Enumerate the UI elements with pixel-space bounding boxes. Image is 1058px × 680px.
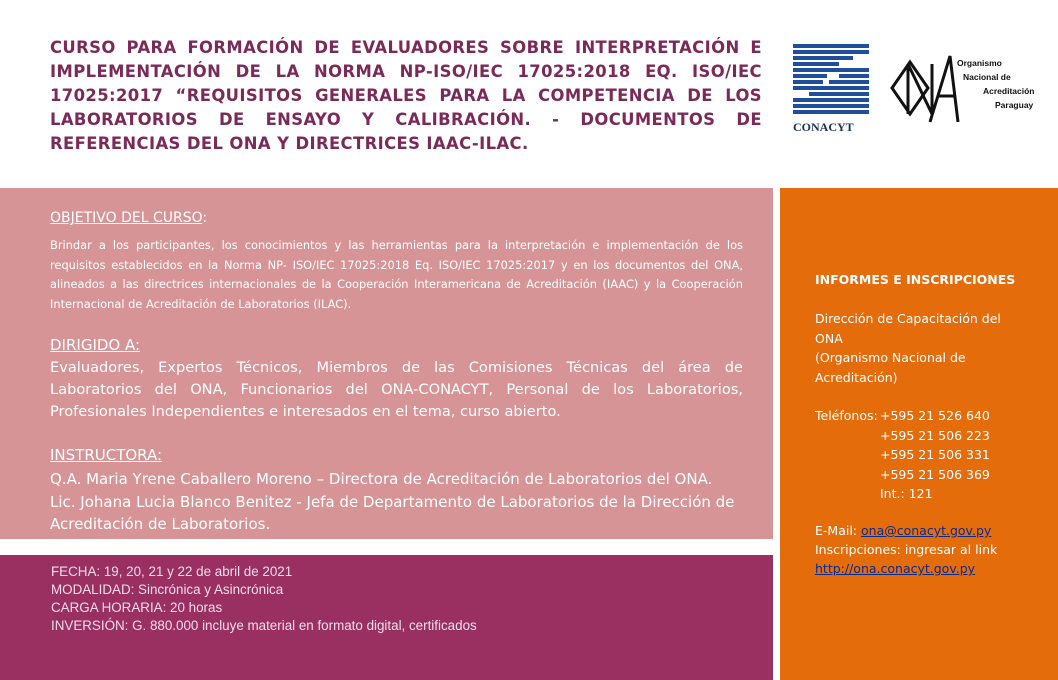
instructors-heading: INSTRUCTORA: — [50, 446, 163, 464]
department-line-3: (Organismo Nacional de — [815, 350, 966, 365]
course-mode: MODALIDAD: Sincrónica y Asincrónica — [51, 582, 284, 597]
course-details — [51, 563, 477, 635]
objective-heading-colon: : — [202, 210, 208, 226]
signup-text: Inscripciones: ingresar al link — [815, 542, 998, 557]
objective-heading — [50, 210, 207, 226]
course-hours: CARGA HORARIA: 20 horas — [51, 600, 223, 615]
audience-heading: DIRIGIDO A: — [50, 336, 141, 354]
contact-heading: INFORMES E INSCRIPCIONES — [815, 272, 1016, 287]
email-row — [815, 521, 991, 541]
instructors-list — [50, 468, 743, 536]
phone-4[interactable]: +595 21 506 369 — [880, 466, 990, 482]
signup-link[interactable]: http://ona.conacyt.gov.py — [815, 561, 976, 576]
phone-2[interactable]: +595 21 506 223 — [880, 427, 990, 443]
email-link[interactable]: ona@conacyt.gov.py — [861, 523, 992, 538]
instructor-2: Lic. Johana Lucia Blanco Benitez - Jefa de Departamento de Laboratorios de la Dirección de Acreditación de Laboratorios. — [50, 492, 735, 533]
course-price: INVERSIÓN: G. 880.000 incluye material en formato digital, certificados — [51, 618, 477, 633]
ona-line-1: Organismo — [957, 58, 1002, 68]
audience-text: Evaluadores, Expertos Técnicos, Miembros de las Comisiones Técnicas del área de Laboratorios del ONA, Funcionarios del ONA-CONACYT, Personal de los Laboratorios, Profesionales Independientes e interesados en el tema, curso abierto. — [50, 359, 743, 420]
phone-1[interactable]: +595 21 526 640 — [880, 408, 990, 423]
email-label: E-Mail: — [815, 523, 858, 538]
instructor-1: Q.A. Maria Yrene Caballero Moreno – Directora de Acreditación de Laboratorios del ONA. — [50, 470, 713, 488]
signup-row — [815, 559, 975, 579]
phones-label: Teléfonos: — [815, 408, 878, 423]
ona-logo-text — [957, 56, 1035, 112]
phone-3[interactable]: +595 21 506 331 — [880, 447, 990, 462]
phone-extension: Int.: 121 — [880, 486, 933, 501]
department-line-1: Dirección de Capacitación del — [815, 311, 1001, 326]
ona-line-2: Nacional de — [963, 72, 1011, 82]
department-line-4: Acreditación) — [815, 369, 898, 385]
ona-line-3: Acreditación — [983, 86, 1035, 96]
objective-text: Brindar a los participantes, los conocimientos y las herramientas para la interpretación e implementación de los requisitos establecidos en la Norma NP- ISO/IEC 17025:2018 Eq. ISO/IEC 17025:2017 y en los documentos del ONA, alineados a las directrices internacionales de la Cooperación Interamericana de Acreditación (IAAC) y la Cooperación Internacional de Acreditación de Laboratorios (ILAC). — [50, 238, 743, 311]
phone-list — [880, 406, 990, 504]
contact-department — [815, 309, 1001, 387]
objective-heading-text: OBJETIVO DEL CURSO — [50, 210, 203, 226]
course-title: CURSO PARA FORMACIÓN DE EVALUADORES SOBRE INTERPRETACIÓN E IMPLEMENTACIÓN DE LA NORMA NP-ISO/IEC 17025:2018 EQ. ISO/IEC 17025:2017 “REQUISITOS GENERALES PARA LA COMPETENCIA DE LOS LABORATORIOS DE ENSAYO Y CALIBRACIÓN. - DOCUMENTOS DE REFERENCIAS DEL ONA Y DIRECTRICES IAAC-ILAC. — [50, 38, 762, 153]
ona-line-4: Paraguay — [995, 100, 1034, 110]
department-line-2: ONA — [815, 330, 843, 346]
conacyt-logo-text: CONACYT — [793, 120, 854, 134]
course-date: FECHA: 19, 20, 21 y 22 de abril de 2021 — [51, 564, 293, 579]
